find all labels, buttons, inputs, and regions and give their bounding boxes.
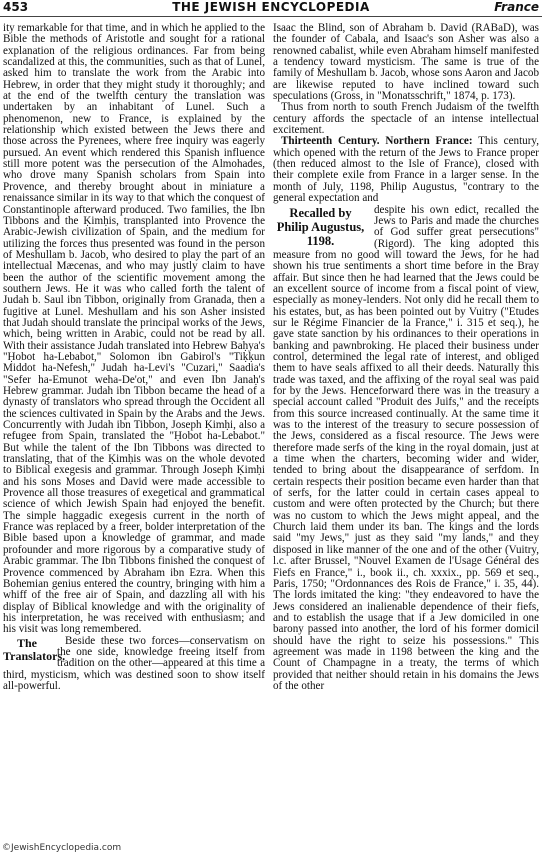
sidehead-translators: The Translators. <box>3 635 66 663</box>
right-paragraph-1: Isaac the Blind, son of Abraham b. David (RABaD), was the founder of Cabala, and Isaac's son Asher was also a renowned cabalist, while even Abraham himself manifested a tendency toward mysticism. The same is true of the family of Meshullam b. Jacob, whose sons Aaron and Jacob are likewise reputed to have inclined toward such speculations (Gross, in "Monatsschrift," 1874, p. 173). <box>273 23 539 103</box>
footer-credit: ©JewishEncyclopedia.com <box>2 843 122 853</box>
running-title: THE JEWISH ENCYCLOPEDIA <box>172 0 370 14</box>
right-paragraph-2: Thus from north to south French Judaism of the twelfth century affords the spectacle of an intense intellectual excitement. <box>273 101 539 137</box>
page-number: 453 <box>3 0 29 14</box>
section-heading-thirteenth-century: Thirteenth Century. Northern France: <box>281 135 473 148</box>
left-paragraph-1: ity remarkable for that time, and in which he applied to the Bible the methods of Aristotle and sought for a rational explanation of the religious ordinances. Far from being scandalized at this, the communities, such as that of Lunel, asked him to translate the work from the Arabic into Hebrew, in order that they might study it thoroughly; and at the end of the twelfth century the translation was undertaken by an inhabitant of Lunel. Such a phenomenon, new to France, is explained by the relationship which existed between the Jews there and those across the Pyrenees, where free inquiry was eagerly pursued. An event which rendered this Spanish influence still more potent was the persecution of the Almohades, who drove many Spanish scholars from Spain into Provence, and thereby brought about in miniature a renaissance similar in its way to that which the conquest of Constantinople afterward produced. Two families, the Ibn Tibbons and the Ḳimḥis, transplanted into Provence the Arabic-Jewish civilization of Spain, and the medium for utilizing the forces thus presented was found in the person of Meshullam b. Jacob, who desired to play the part of an intellectual Mæcenas, and who may justly claim to have been the author of the scientific movement among the southern Jews. He it was who called forth the talent of Judah b. Saul ibn Tibbon, originally from Granada, then a fugitive at Lunel. Meshullam and his son Asher insisted that Judah should translate the principal works of the Jews, which, being written in Arabic, could not be read by all. With their assistance Judah translated into Hebrew Baḥya's "Ḥobot ha-Lebabot," Solomon ibn Gabirol's "Tiḳḳun Middot ha-Nefesh," Judah ha-Levi's "Cuzari," Saadia's "Sefer ha-Emunot weha-De'ot," and even Ibn Janaḥ's Hebrew grammar. Judah ibn Tibbon became the head of a dynasty of translators who spread through the Occident all the sciences cultivated in Spain by the Arabs and the Jews. Concurrently with Judah ibn Tibbon, Joseph Ḳimḥi, also a refugee from Spain, translated the "Ḥobot ha-Lebabot." But while the talent of the Ibn Tibbons was directed to translating, that of the Ḳimḥis was on the whole devoted to Biblical exegesis and grammar. Through Joseph Ḳimḥi and his sons Moses and David were made accessible to Provence all those treasures of exegetical and grammatical science of which Jewish Spain had enjoyed the benefit. The simple haggadic exegesis current in the north of France was replaced by a freer, bolder interpretation of the Bible based upon a knowledge of grammar, and made profounder and more rigorous by a comparative study of Arabic grammar. The Ibn Tibbons finished the conquest of Provence commenced by Abraham ibn Ezra. When this Bohemian genius entered the country, bringing with him a whiff of the free air of Spain, and dazzling all with his display of Biblical knowledge and with the originality of his interpretation, he was received with enthusiasm; and his visit was long remembered. <box>3 23 265 636</box>
right-paragraph-3-rest: despite his own edict, recalled the Jews to Paris and made the churches of God suffer great persecutions" (Rigord). The king adopted this measure from no good will toward the Jews, for he had shown his true sentiments a short time before in the Bray affair. But since then he had learned that the Jews could be an excellent source of income from a fiscal point of view, especially as money-lenders. Not only did he recall them to his estates, but, as has been pointed out by Vuitry ("Etudes sur le Régime Financier de la France," i. 315 et seq.), he gave state sanction by his ordinances to their operations in banking and pawnbroking. He placed their business under control, determined the legal rate of interest, and obliged them to have seals affixed to all their deeds. Naturally this trade was taxed, and the affixing of the royal seal was paid for by the Jews. Henceforward there was in the treasury a special account called "Produit des Juifs," and the receipts from this source increased continually. At the same time it was to the interest of the treasury to secure possession of the Jews, considered as a fiscal resource. The Jews were therefore made serfs of the king in the royal domain, just at a time when the charters, becoming wider and wider, tended to bring about the disappearance of serfdom. In certain respects their position became even harder than that of serfs, for the latter could in certain cases appeal to custom and were often protected by the Church; but there was no custom to which the Jews might appeal, and the Church laid them under its ban. The kings and the lords said "my Jews," just as they said "my lands," and they disposed in like manner of the one and of the other (Vuitry, l.c. after Brussel, "Nouvel Examen de l'Usage Général des Fiefs en France," i., book ii., ch. xxxix., pp. 569 et seq., Paris, 1750; "Ordonnances des Rois de France," i. 35, 44). The lords imitated the king: "they endeavored to have the Jews considered an inalienable dependence of their fiefs, and to establish the usage that if a Jew domiciled in one barony passed into another, the lord of his former domicil should have the right to seize his possessions." This agreement was made in 1198 between the king and the Count of Champagne in a treaty, the terms of which provided that neither should retain in his domains the Jews of the other <box>273 203 539 692</box>
right-paragraph-3-start: This century, which opened with the return of the Jews to France proper (then reduced almost to the Isle of France), closed with their complete exile from France in a larger sense. In the month of July, 1198, Philip Augustus, "contrary to the general expectation and <box>273 135 539 205</box>
right-column <box>273 23 539 841</box>
right-paragraph-3 <box>273 136 539 204</box>
section-title: France <box>494 0 539 14</box>
left-column <box>3 23 265 841</box>
left-paragraph-2: Beside these two forces—conservatism on the one side, knowledge freeing itself from tradition on the other—appeared at this time a third, mysticism, which was destined soon to show itself all-powerful. <box>3 634 265 692</box>
page-header <box>0 0 542 17</box>
sidehead-recalled-by-philip-augustus: Recalled by Philip Augustus, 1198. <box>276 205 365 248</box>
